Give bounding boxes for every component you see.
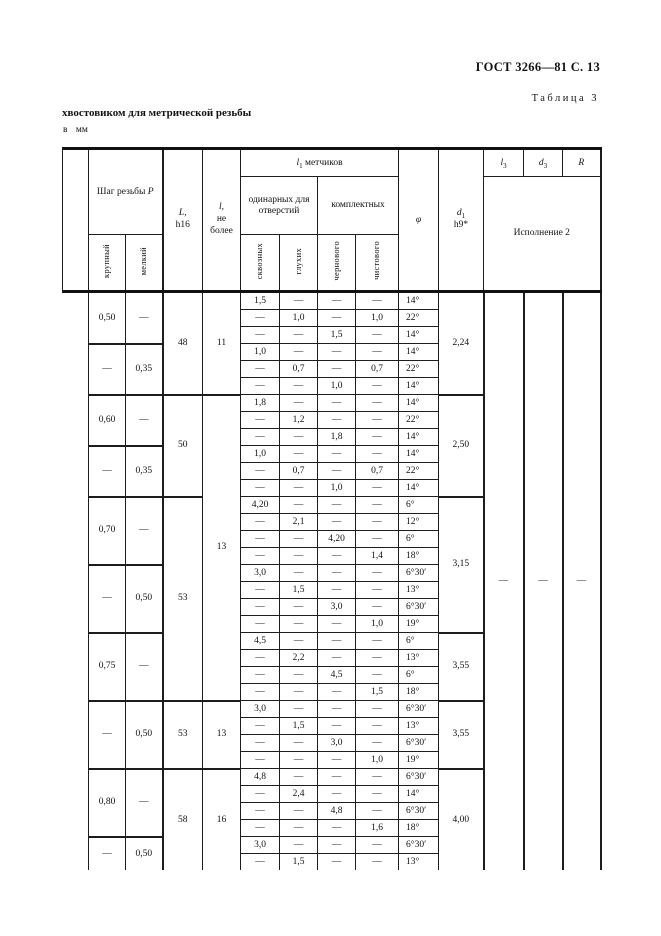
- cell-finish: —: [356, 854, 399, 871]
- cell-rough: —: [318, 820, 356, 837]
- pitch-group-header: [89, 149, 163, 235]
- cell-phi: 19°: [399, 616, 439, 633]
- cell-pitch-minor: 0,50: [126, 837, 163, 871]
- cell-blind: —: [280, 565, 318, 582]
- taps-l1-header: [241, 149, 399, 177]
- cell-pitch-major: 0,60: [89, 395, 126, 446]
- cell-pitch-major: —: [89, 344, 126, 395]
- length-l-header: [203, 149, 241, 292]
- d1-tolerance: h9*: [453, 220, 469, 230]
- cell-blind: —: [280, 803, 318, 820]
- cell-finish: 1,6: [356, 820, 399, 837]
- pitch-major-label: крупный: [101, 243, 112, 278]
- cell-phi: 14°: [399, 429, 439, 446]
- cell-d1: 3,55: [439, 633, 484, 701]
- cell-phi: 6°: [399, 497, 439, 514]
- cell-blind: —: [280, 701, 318, 718]
- cell-phi: 14°: [399, 327, 439, 344]
- cell-through: 4,20: [241, 497, 280, 514]
- cell-finish: 1,5: [356, 684, 399, 701]
- table-body: [63, 292, 601, 871]
- cell-blind: 0,7: [280, 463, 318, 480]
- cell-phi: 6°: [399, 633, 439, 650]
- cell-finish: —: [356, 803, 399, 820]
- length-L-header: [163, 149, 203, 292]
- cell-finish: —: [356, 480, 399, 497]
- execution-header: Исполнение 2: [484, 177, 601, 292]
- cell-rough: —: [318, 752, 356, 769]
- cell-blind: 1,0: [280, 310, 318, 327]
- blind-holes-header: [280, 235, 318, 292]
- cell-rough: —: [318, 344, 356, 361]
- cell-phi: 19°: [399, 752, 439, 769]
- cell-l3: —: [484, 292, 524, 871]
- cell-L: 50: [163, 395, 203, 497]
- cell-pitch-minor: —: [126, 395, 163, 446]
- cell-rough: 4,8: [318, 803, 356, 820]
- cell-rough: —: [318, 769, 356, 786]
- cell-rough: 4,5: [318, 667, 356, 684]
- cell-pitch-major: —: [89, 701, 126, 769]
- cell-finish: —: [356, 599, 399, 616]
- cell-through: —: [241, 310, 280, 327]
- cell-finish: 1,0: [356, 752, 399, 769]
- pitch-symbol: P: [147, 186, 154, 197]
- cell-phi: 22°: [399, 310, 439, 327]
- cell-finish: —: [356, 650, 399, 667]
- cell-blind: —: [280, 446, 318, 463]
- cell-through: —: [241, 854, 280, 871]
- cell-blind: 1,5: [280, 582, 318, 599]
- phi-symbol: φ: [415, 214, 422, 225]
- cell-phi: 18°: [399, 820, 439, 837]
- cell-finish: —: [356, 786, 399, 803]
- cell-through: —: [241, 582, 280, 599]
- cell-blind: —: [280, 531, 318, 548]
- L-tolerance: h16: [175, 220, 190, 230]
- cell-blind: 2,4: [280, 786, 318, 803]
- cell-rough: 4,20: [318, 531, 356, 548]
- cell-blind: —: [280, 633, 318, 650]
- cell-blind: —: [280, 292, 318, 310]
- cell-blind: 1,5: [280, 854, 318, 871]
- cell-phi: 6°30′: [399, 803, 439, 820]
- cell-rough: —: [318, 854, 356, 871]
- cell-phi: 14°: [399, 480, 439, 497]
- cell-phi: 13°: [399, 650, 439, 667]
- cell-pitch-minor: —: [126, 497, 163, 565]
- cell-finish: 1,4: [356, 548, 399, 565]
- cell-phi: 6°30′: [399, 565, 439, 582]
- pitch-major-header: [89, 235, 126, 292]
- cell-phi: 18°: [399, 684, 439, 701]
- cell-L: 58: [163, 769, 203, 871]
- cell-rough: —: [318, 412, 356, 429]
- rough-tap-header: [318, 235, 356, 292]
- cell-blind: 2,2: [280, 650, 318, 667]
- cell-finish: —: [356, 344, 399, 361]
- cell-phi: 14°: [399, 378, 439, 395]
- table-subtitle: хвостовиком для метрической резьбы: [62, 107, 252, 119]
- cell-blind: —: [280, 820, 318, 837]
- cell-pitch-minor: 0,50: [126, 701, 163, 769]
- cell-blind: —: [280, 327, 318, 344]
- cell-phi: 18°: [399, 548, 439, 565]
- taps-symbol-sub: 1: [299, 161, 303, 170]
- cell-phi: 14°: [399, 446, 439, 463]
- cell-blind: —: [280, 497, 318, 514]
- cell-blind: —: [280, 429, 318, 446]
- cell-phi: 6°30′: [399, 837, 439, 854]
- cell-rough: —: [318, 463, 356, 480]
- cell-through: 1,8: [241, 395, 280, 412]
- table-header: [63, 149, 601, 292]
- cell-pitch-minor: 0,35: [126, 446, 163, 497]
- cell-blind: 2,1: [280, 514, 318, 531]
- cell-rough: —: [318, 446, 356, 463]
- cell-finish: —: [356, 565, 399, 582]
- through-holes-label: сквозных: [254, 242, 265, 279]
- cell-d1: 2,50: [439, 395, 484, 497]
- l3-symbol-sub: 3: [503, 161, 507, 170]
- cell-phi: 6°30′: [399, 769, 439, 786]
- cell-finish: —: [356, 582, 399, 599]
- cell-rough: —: [318, 684, 356, 701]
- cell-through: —: [241, 361, 280, 378]
- R-symbol: R: [578, 157, 585, 168]
- cell-pitch-major: 0,75: [89, 633, 126, 701]
- taps-symbol: l: [296, 157, 300, 168]
- cell-phi: 22°: [399, 463, 439, 480]
- cell-through: —: [241, 514, 280, 531]
- cell-pitch-minor: —: [126, 633, 163, 701]
- cell-rough: —: [318, 565, 356, 582]
- cell-blind: —: [280, 667, 318, 684]
- cell-pitch-minor: —: [126, 769, 163, 837]
- cell-through: —: [241, 650, 280, 667]
- cell-l: 13: [203, 395, 241, 701]
- cell-finish: —: [356, 769, 399, 786]
- l-note-line2: более: [210, 225, 233, 236]
- cell-through: 3,0: [241, 837, 280, 854]
- cell-pitch-major: 0,50: [89, 292, 126, 344]
- cell-through: —: [241, 480, 280, 497]
- rough-tap-label: чернового: [330, 241, 341, 281]
- cell-blind: 1,5: [280, 718, 318, 735]
- cell-through: —: [241, 412, 280, 429]
- cell-rough: —: [318, 786, 356, 803]
- cell-rough: 3,0: [318, 735, 356, 752]
- cell-through: —: [241, 599, 280, 616]
- cell-rough: 1,0: [318, 378, 356, 395]
- cell-through: —: [241, 820, 280, 837]
- cell-l: 13: [203, 701, 241, 769]
- finish-tap-header: [356, 235, 399, 292]
- cell-rough: —: [318, 361, 356, 378]
- cell-finish: 1,0: [356, 616, 399, 633]
- cell-rough: —: [318, 497, 356, 514]
- cell-d1: 3,55: [439, 701, 484, 769]
- cell-rough: 3,0: [318, 599, 356, 616]
- L-symbol: L,: [178, 208, 187, 219]
- cell-rough: —: [318, 633, 356, 650]
- cell-phi: 14°: [399, 344, 439, 361]
- cell-blind: —: [280, 769, 318, 786]
- cell-phi: 6°: [399, 667, 439, 684]
- cell-rough: —: [318, 395, 356, 412]
- cell-pitch-major: —: [89, 446, 126, 497]
- cell-d3: —: [524, 292, 563, 871]
- cell-pitch-major: 0,80: [89, 769, 126, 837]
- cell-phi: 13°: [399, 854, 439, 871]
- cell-phi: 13°: [399, 582, 439, 599]
- cell-through: 1,0: [241, 344, 280, 361]
- cell-through: —: [241, 531, 280, 548]
- cell-through: 3,0: [241, 701, 280, 718]
- cell-l: 11: [203, 292, 241, 395]
- cell-blind: —: [280, 735, 318, 752]
- cell-through: —: [241, 667, 280, 684]
- cell-rough: —: [318, 718, 356, 735]
- through-holes-header: [241, 235, 280, 292]
- cell-blind: —: [280, 752, 318, 769]
- cell-blind: —: [280, 684, 318, 701]
- cell-l: 16: [203, 769, 241, 871]
- gost-number: ГОСТ 3266—81 С. 13: [475, 60, 600, 74]
- cell-blind: —: [280, 599, 318, 616]
- cell-finish: —: [356, 667, 399, 684]
- cell-pitch-minor: 0,50: [126, 565, 163, 633]
- cell-through: —: [241, 803, 280, 820]
- cell-phi: 6°30′: [399, 701, 439, 718]
- pitch-minor-header: [126, 235, 163, 292]
- cell-phi: 12°: [399, 514, 439, 531]
- cell-pitch-major: —: [89, 837, 126, 871]
- cell-through: —: [241, 463, 280, 480]
- cell-phi: 14°: [399, 395, 439, 412]
- l3-header: [484, 149, 524, 177]
- cell-finish: —: [356, 633, 399, 650]
- cell-finish: —: [356, 718, 399, 735]
- cell-through: 4,5: [241, 633, 280, 650]
- d3-symbol: d: [538, 157, 544, 168]
- cell-blind: —: [280, 395, 318, 412]
- cell-finish: —: [356, 429, 399, 446]
- cell-phi: 14°: [399, 292, 439, 310]
- cell-finish: —: [356, 412, 399, 429]
- cell-rough: —: [318, 310, 356, 327]
- pitch-minor-label: мелкий: [138, 246, 149, 275]
- cell-blind: 1,2: [280, 412, 318, 429]
- cell-through: 1,0: [241, 446, 280, 463]
- cell-finish: —: [356, 514, 399, 531]
- cell-R: —: [563, 292, 601, 871]
- blind-holes-label: глухих: [292, 247, 303, 274]
- cell-phi: 22°: [399, 412, 439, 429]
- cell-rough: 1,5: [318, 327, 356, 344]
- cell-finish: —: [356, 327, 399, 344]
- single-taps-header: одинарных для отверстий: [241, 177, 318, 235]
- cell-phi: 22°: [399, 361, 439, 378]
- units-note: в мм: [63, 125, 88, 135]
- cell-rough: —: [318, 514, 356, 531]
- cell-rough: —: [318, 837, 356, 854]
- cell-through: 1,5: [241, 292, 280, 310]
- cell-pitch-major: 0,70: [89, 497, 126, 565]
- d3-header: [524, 149, 563, 177]
- cell-d1: 2,24: [439, 292, 484, 395]
- cell-L: 48: [163, 292, 203, 395]
- cell-pitch-minor: —: [126, 292, 163, 344]
- cell-L: 53: [163, 701, 203, 769]
- d1-symbol-sub: 1: [461, 212, 466, 221]
- spacer-cell: [63, 292, 89, 871]
- R-header: [563, 149, 601, 177]
- cell-blind: —: [280, 378, 318, 395]
- cell-rough: —: [318, 582, 356, 599]
- cell-rough: 1,0: [318, 480, 356, 497]
- cell-through: 3,0: [241, 565, 280, 582]
- cell-blind: —: [280, 616, 318, 633]
- cell-finish: —: [356, 446, 399, 463]
- spacer-header-cell: [63, 149, 89, 292]
- cell-through: —: [241, 327, 280, 344]
- cell-finish: —: [356, 701, 399, 718]
- set-taps-header: комплектных: [318, 177, 399, 235]
- cell-finish: —: [356, 531, 399, 548]
- cell-rough: —: [318, 650, 356, 667]
- d3-symbol-sub: 3: [543, 161, 548, 170]
- finish-tap-label: чистового: [371, 241, 382, 281]
- table-caption: Таблица 3: [531, 93, 599, 104]
- cell-phi: 14°: [399, 786, 439, 803]
- cell-through: —: [241, 718, 280, 735]
- pitch-label: Шаг резьбы: [96, 186, 146, 197]
- cell-blind: —: [280, 837, 318, 854]
- cell-rough: —: [318, 616, 356, 633]
- cell-finish: —: [356, 395, 399, 412]
- cell-d1: 3,15: [439, 497, 484, 633]
- cell-finish: —: [356, 837, 399, 854]
- phi-header: [399, 149, 439, 292]
- cell-through: —: [241, 786, 280, 803]
- cell-phi: 6°30′: [399, 735, 439, 752]
- cell-L: 53: [163, 497, 203, 701]
- cell-rough: 1,8: [318, 429, 356, 446]
- cell-through: —: [241, 735, 280, 752]
- cell-through: —: [241, 429, 280, 446]
- cell-rough: —: [318, 548, 356, 565]
- cell-pitch-minor: 0,35: [126, 344, 163, 395]
- cell-blind: 0,7: [280, 361, 318, 378]
- cell-blind: —: [280, 548, 318, 565]
- d1-symbol: d: [456, 208, 462, 219]
- cell-through: —: [241, 548, 280, 565]
- cell-d1: 4,00: [439, 769, 484, 871]
- d1-header: [439, 149, 484, 292]
- dimensions-table: [62, 147, 602, 870]
- cell-through: —: [241, 378, 280, 395]
- l3-symbol: l: [500, 157, 504, 168]
- cell-through: —: [241, 684, 280, 701]
- cell-finish: 1,0: [356, 310, 399, 327]
- cell-phi: 6°30′: [399, 599, 439, 616]
- cell-rough: —: [318, 292, 356, 310]
- cell-blind: —: [280, 480, 318, 497]
- cell-blind: —: [280, 344, 318, 361]
- l-symbol: l,: [218, 202, 224, 213]
- cell-rough: —: [318, 701, 356, 718]
- cell-finish: 0,7: [356, 463, 399, 480]
- cell-through: —: [241, 616, 280, 633]
- cell-finish: 0,7: [356, 361, 399, 378]
- cell-phi: 13°: [399, 718, 439, 735]
- cell-phi: 6°: [399, 531, 439, 548]
- cell-pitch-major: —: [89, 565, 126, 633]
- cell-through: —: [241, 752, 280, 769]
- l-note-line1: не: [216, 214, 227, 225]
- cell-finish: —: [356, 497, 399, 514]
- cell-finish: —: [356, 378, 399, 395]
- taps-label: метчиков: [304, 157, 343, 168]
- cell-finish: —: [356, 735, 399, 752]
- cell-finish: —: [356, 292, 399, 310]
- cell-through: 4,8: [241, 769, 280, 786]
